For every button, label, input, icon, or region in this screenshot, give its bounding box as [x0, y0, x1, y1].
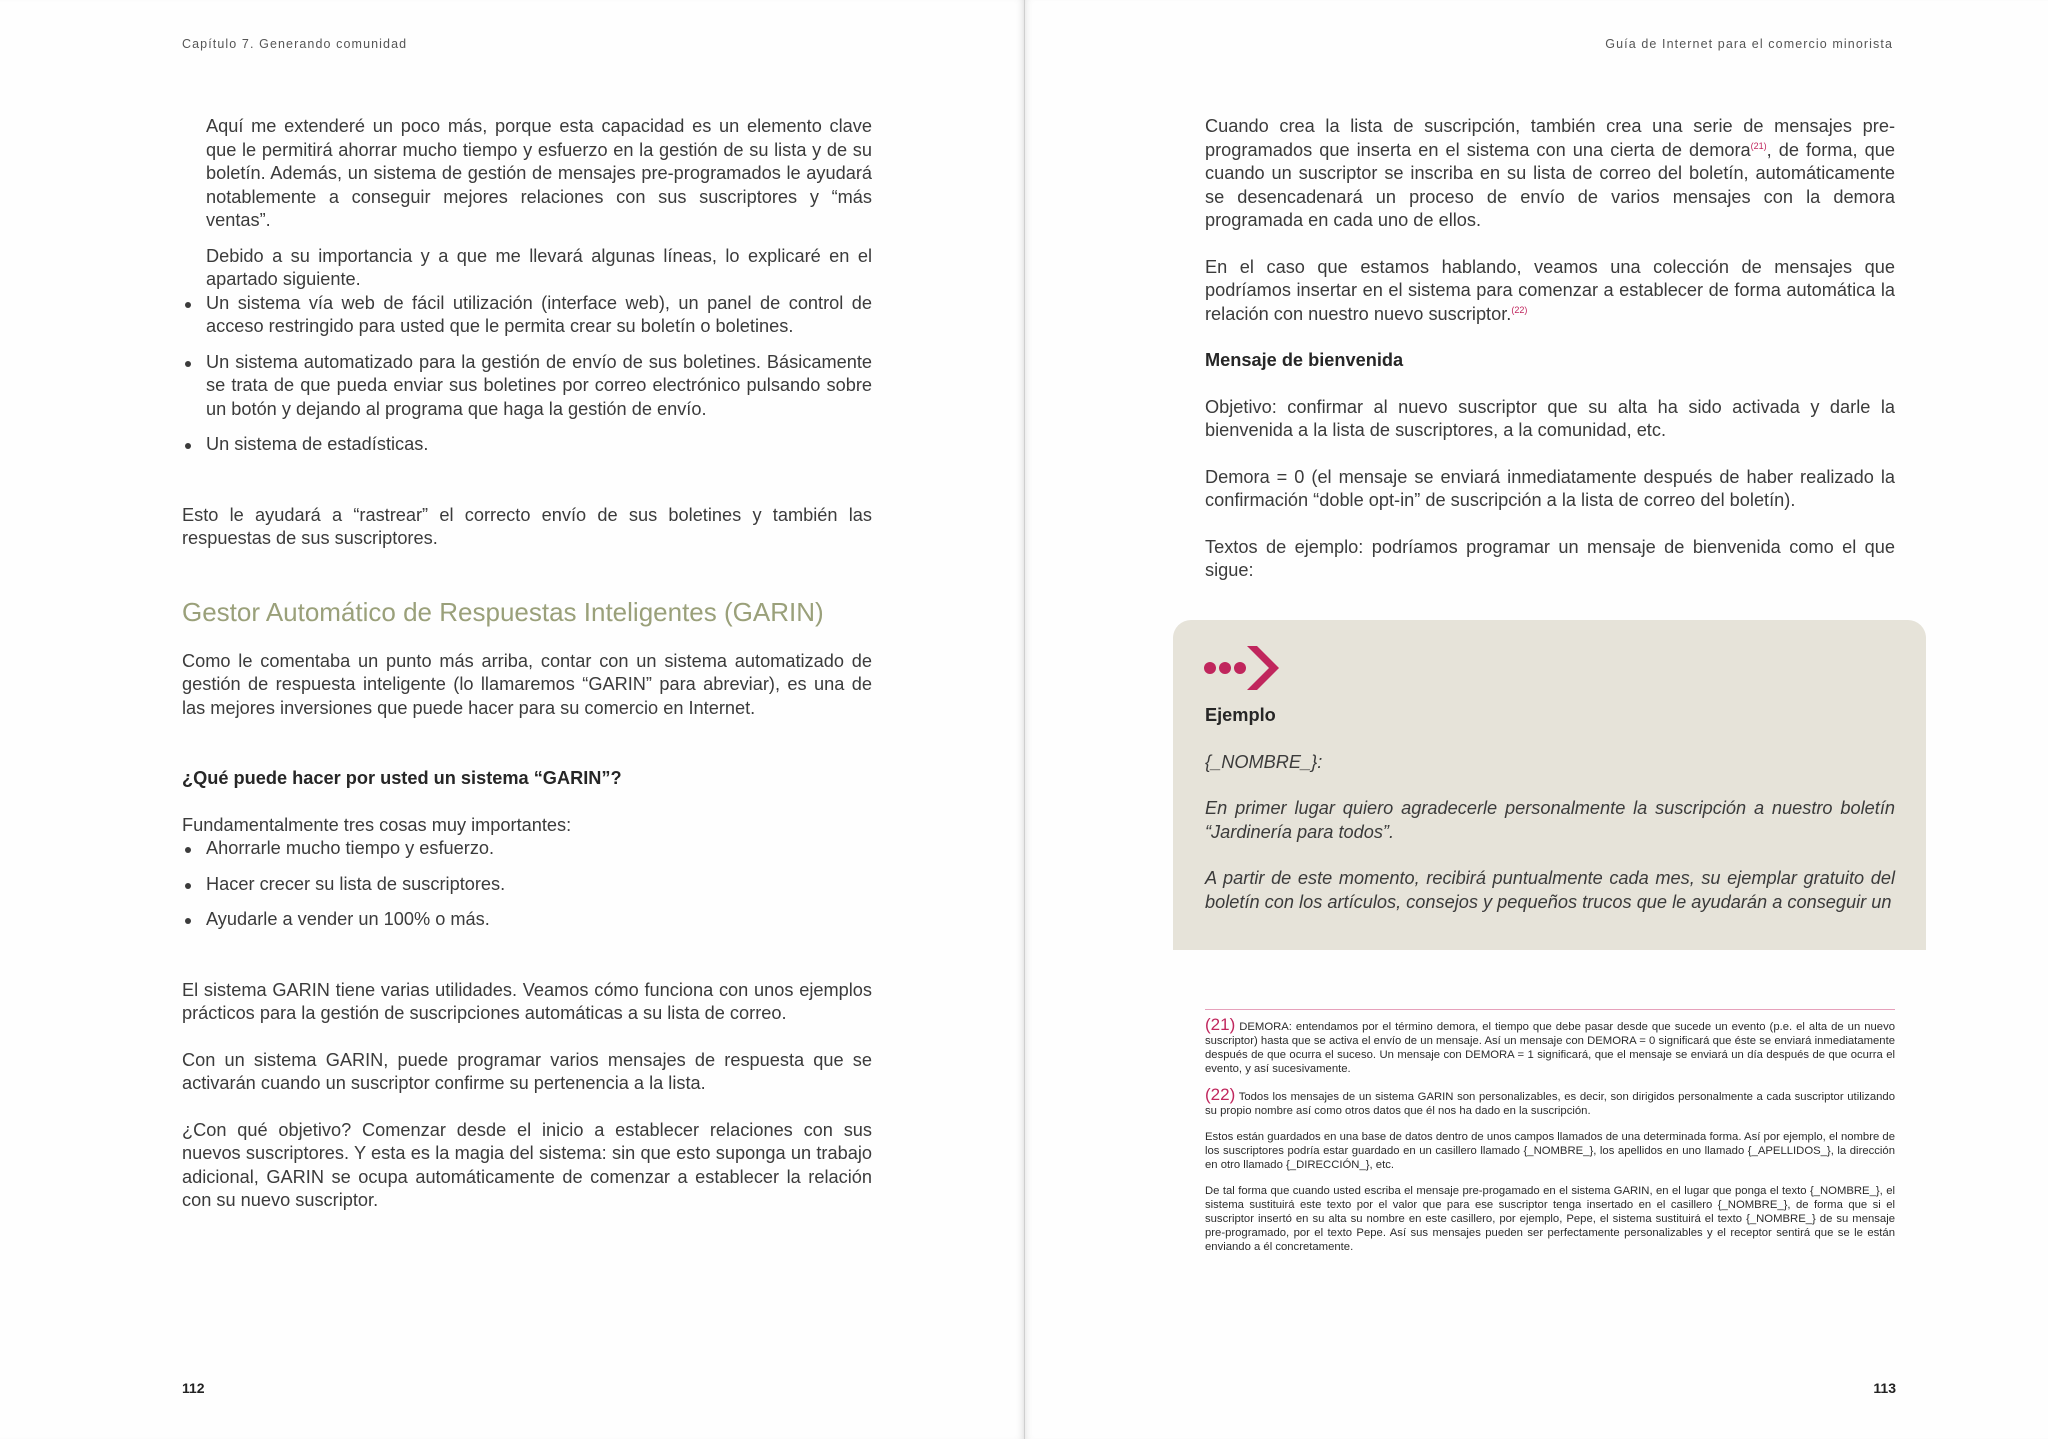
footnote-22: (22) Todos los mensajes de un sistema GARIN son personalizables, es decir, son dirigidos personalmente a cada suscriptor utilizando su propio nombre así como otros datos que él nos ha dado en la suscripción. — [1205, 1085, 1895, 1117]
footnotes — [1205, 1009, 1895, 1266]
bullet-list — [182, 837, 872, 932]
paragraph: Debido a su importancia y a que me llevará algunas líneas, lo explicaré en el apartado siguiente. — [206, 245, 872, 289]
example-line: A partir de este momento, recibirá puntualmente cada mes, su ejemplar gratuito del boletín con los artículos, consejos y pequeños trucos que le ayudarán a conseguir un — [1205, 868, 1895, 912]
list-item: Hacer crecer su lista de suscriptores. — [182, 873, 872, 897]
example-box — [1173, 620, 1926, 950]
dots-arrow-icon — [1203, 642, 1283, 694]
list-item: Ayudarle a vender un 100% o más. — [182, 908, 872, 932]
paragraph: Esto le ayudará a “rastrear” el correcto envío de sus boletines y también las respuestas de sus suscriptores. — [182, 504, 872, 548]
paragraph: Fundamentalmente tres cosas muy importantes: — [182, 814, 572, 835]
running-head: Guía de Internet para el comercio minorista — [1605, 37, 1893, 51]
bullet-list — [182, 292, 872, 457]
footnote-21: (21) DEMORA: entendamos por el término demora, el tiempo que debe pasar desde que sucede un evento (p.e. el alta de un nuevo suscriptor) hasta que se activa el envío de un mensaje. Así un mensaje con DEMORA = 0 significará que éste se enviará inmediatamente después de que ocurra el suceso. Un mensaje con DEMORA = 1 significará, que el mensaje se enviará un día después de que ocurra el evento, y así sucesivamente. — [1205, 1015, 1895, 1075]
paragraph: Demora = 0 (el mensaje se enviará inmediatamente después de haber realizado la confirmación “doble opt-in” de suscripción a la lista de correo del boletín). — [1205, 466, 1895, 510]
left-text-column — [182, 115, 872, 1213]
paragraph: En el caso que estamos hablando, veamos una colección de mensajes que podríamos insertar en el sistema para comenzar a establecer de forma automática la relación con nuestro nuevo suscriptor.$^{(22)}$ — [1205, 256, 1895, 324]
running-head: Capítulo 7. Generando comunidad — [182, 37, 408, 51]
list-item: Un sistema automatizado para la gestión de envío de sus boletines. Básicamente se trata de que pueda enviar sus boletines por correo electrónico pulsando sobre un botón y dejando al programa que haga la gestión de envío. — [182, 351, 872, 422]
example-line: En primer lugar quiero agradecerle personalmente la suscripción a nuestro boletín “Jardinería para todos”. — [1205, 798, 1895, 842]
paragraph: Textos de ejemplo: podríamos programar un mensaje de bienvenida como el que sigue: — [1205, 536, 1895, 580]
paragraph: ¿Con qué objetivo? Comenzar desde el inicio a establecer relaciones con sus nuevos suscriptores. Y esta es la magia del sistema: sin que esto suponga un trabajo adicional, GARIN se ocupa automáticamente de comenzar a establecer la relación con su nuevo suscriptor. — [182, 1119, 872, 1210]
paragraph: Cuando crea la lista de suscripción, también crea una serie de mensajes pre-programados que inserta en el sistema con una cierta de demora$^{(21)}$, de forma, que cuando un suscriptor se inscriba en su lista de correo del boletín, automáticamente se desencadenará un proceso de envío de varios mensajes con la demora programada en cada uno de ellos. — [1205, 116, 1895, 230]
subheading: ¿Qué puede hacer por usted un sistema “GARIN”? — [182, 768, 622, 788]
footnote-paragraph: Estos están guardados en una base de datos dentro de unos campos llamados de una determinada forma. Así por ejemplo, el nombre de los suscriptores podría estar guardado en un casillero llamado {_NOMBRE_}, los apellidos en uno llamado {_APELLIDOS_}, la dirección en otro llamado {_DIRECCIÓN_}, etc. — [1205, 1131, 1895, 1171]
subheading: Mensaje de bienvenida — [1205, 350, 1404, 370]
paragraph: Con un sistema GARIN, puede programar varios mensajes de respuesta que se activarán cuando un suscriptor confirme su pertenencia a la lista. — [182, 1049, 872, 1093]
footnote-paragraph: De tal forma que cuando usted escriba el mensaje pre-progamado en el sistema GARIN, en el lugar que ponga el texto {_NOMBRE_}, el sistema sustituirá este texto por el valor que para ese suscriptor tenga insertado en el casillero {_NOMBRE_}, de forma que si el suscriptor insertó en su alta su nombre en este casillero, por ejemplo, Pepe, el sistema sustituirá el texto {_NOMBRE_} de su mensaje pre-programado, por el texto Pepe. Así sus mensajes pueden ser perfectamente personalizables y el receptor sentirá que se le están enviando a él concretamente. — [1205, 1185, 1895, 1253]
paragraph: Como le comentaba un punto más arriba, contar con un sistema automatizado de gestión de respuesta inteligente (lo llamaremos “GARIN” para abreviar), es una de las mejores inversiones que puede hacer para su comercio en Internet. — [182, 650, 872, 718]
footnote-ref[interactable]: (22) — [1511, 304, 1528, 315]
list-item: Un sistema de estadísticas. — [182, 433, 872, 457]
right-text-column — [1205, 115, 1895, 583]
page-number: 113 — [1873, 1380, 1896, 1396]
section-heading: Gestor Automático de Respuestas Inteligentes (GARIN) — [182, 596, 824, 627]
list-item: Un sistema vía web de fácil utilización (interface web), un panel de control de acceso restringido para usted que le permita crear su boletín o boletines. — [182, 292, 872, 339]
paragraph: Objetivo: confirmar al nuevo suscriptor que su alta ha sido activada y darle la bienvenida a la lista de suscriptores, a la comunidad, etc. — [1205, 396, 1895, 440]
example-content — [1205, 704, 1895, 914]
example-line: {_NOMBRE_}: — [1205, 751, 1323, 772]
paragraph: El sistema GARIN tiene varias utilidades. Veamos cómo funciona con unos ejemplos prácticos para la gestión de suscripciones automáticas a su lista de correo. — [182, 979, 872, 1023]
example-title: Ejemplo — [1205, 705, 1276, 725]
paragraph: Aquí me extenderé un poco más, porque esta capacidad es un elemento clave que le permitirá ahorrar mucho tiempo y esfuerzo en la gestión de su lista y de su boletín. Además, un sistema de gestión de mensajes pre-programados le ayudará notablemente a conseguir mejores relaciones con sus suscriptores y “más ventas”. — [206, 116, 872, 230]
footnote-ref[interactable]: (21) — [1750, 140, 1767, 151]
list-item: Ahorrarle mucho tiempo y esfuerzo. — [182, 837, 872, 861]
page-number: 112 — [182, 1380, 205, 1396]
